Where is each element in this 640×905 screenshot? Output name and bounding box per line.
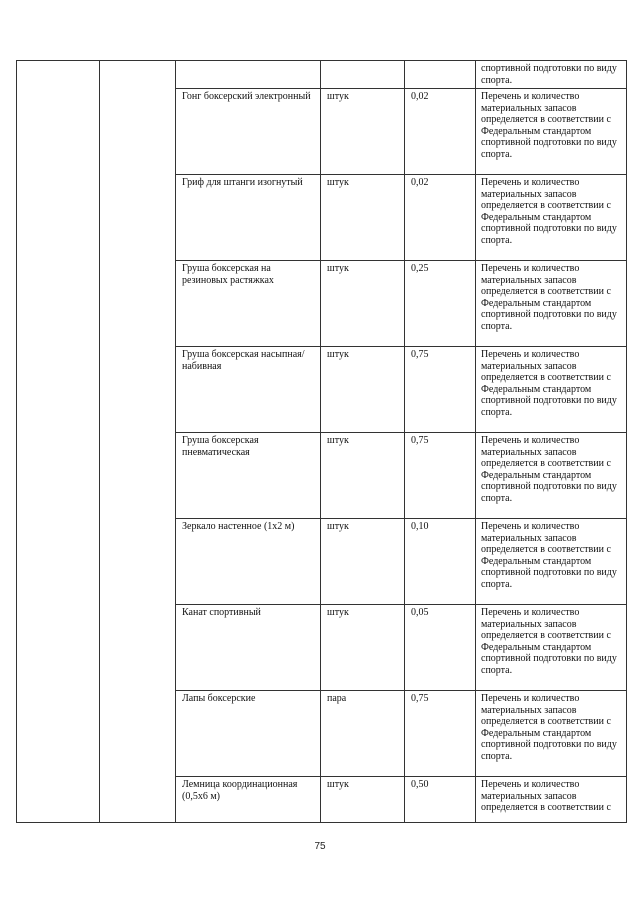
cell-qty: 0,02	[405, 89, 476, 175]
cell-unit	[321, 61, 405, 89]
cell-unit: штук	[321, 777, 405, 823]
cell-unit: штук	[321, 605, 405, 691]
cell-name: Гриф для штанги изогнутый	[176, 175, 321, 261]
cell-note: Перечень и количество материальных запасов определяется в соответствии с Федеральным стандартом спортивной подготовки по виду спорта.	[476, 175, 627, 261]
cell-name: Зеркало настенное (1x2 м)	[176, 519, 321, 605]
cell-name: Груша боксерская на резиновых растяжках	[176, 261, 321, 347]
cell-col2-merged	[100, 61, 176, 823]
cell-note: Перечень и количество материальных запасов определяется в соответствии с Федеральным стандартом спортивной подготовки по виду спорта.	[476, 261, 627, 347]
cell-note: Перечень и количество материальных запасов определяется в соответствии с Федеральным стандартом спортивной подготовки по виду спорта.	[476, 347, 627, 433]
cell-qty: 0,25	[405, 261, 476, 347]
cell-note: Перечень и количество материальных запасов определяется в соответствии с	[476, 777, 627, 823]
cell-qty: 0,10	[405, 519, 476, 605]
cell-name: Груша боксерская пневматическая	[176, 433, 321, 519]
cell-note: спортивной подготовки по виду спорта.	[476, 61, 627, 89]
cell-name: Лапы боксерские	[176, 691, 321, 777]
cell-qty: 0,75	[405, 691, 476, 777]
cell-name: Канат спортивный	[176, 605, 321, 691]
cell-unit: штук	[321, 175, 405, 261]
cell-qty: 0,02	[405, 175, 476, 261]
cell-note: Перечень и количество материальных запасов определяется в соответствии с Федеральным стандартом спортивной подготовки по виду спорта.	[476, 89, 627, 175]
cell-note: Перечень и количество материальных запасов определяется в соответствии с Федеральным стандартом спортивной подготовки по виду спорта.	[476, 691, 627, 777]
cell-name	[176, 61, 321, 89]
page-number: 75	[314, 841, 326, 852]
document-table	[16, 60, 627, 823]
cell-unit: пара	[321, 691, 405, 777]
cell-unit: штук	[321, 433, 405, 519]
cell-note: Перечень и количество материальных запасов определяется в соответствии с Федеральным стандартом спортивной подготовки по виду спорта.	[476, 519, 627, 605]
cell-unit: штук	[321, 347, 405, 433]
cell-qty	[405, 61, 476, 89]
cell-unit: штук	[321, 261, 405, 347]
cell-name: Лемница координационная (0,5x6 м)	[176, 777, 321, 823]
cell-name: Груша боксерская насыпная/набивная	[176, 347, 321, 433]
cell-qty: 0,75	[405, 347, 476, 433]
cell-unit: штук	[321, 519, 405, 605]
cell-col1-merged	[17, 61, 100, 823]
cell-qty: 0,50	[405, 777, 476, 823]
cell-unit: штук	[321, 89, 405, 175]
cell-qty: 0,75	[405, 433, 476, 519]
cell-note: Перечень и количество материальных запасов определяется в соответствии с Федеральным стандартом спортивной подготовки по виду спорта.	[476, 433, 627, 519]
cell-note: Перечень и количество материальных запасов определяется в соответствии с Федеральным стандартом спортивной подготовки по виду спорта.	[476, 605, 627, 691]
cell-name: Гонг боксерский электронный	[176, 89, 321, 175]
cell-qty: 0,05	[405, 605, 476, 691]
table-body	[17, 61, 627, 823]
table-row-continuation	[17, 61, 627, 89]
